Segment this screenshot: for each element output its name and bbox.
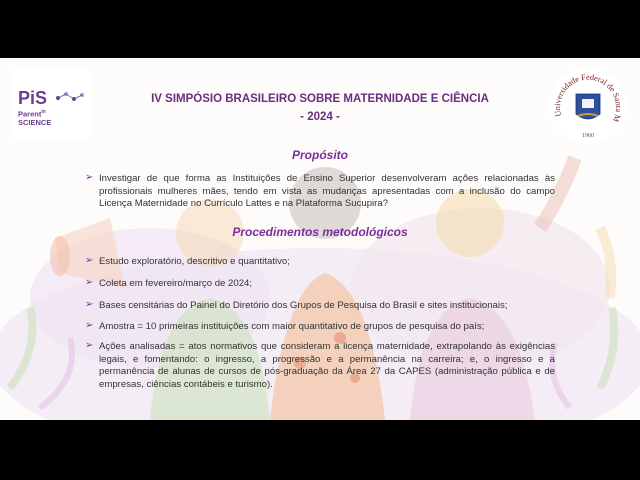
arrow-bullet-icon: ➢ [85,172,94,183]
slide [0,58,640,420]
list-item [85,341,555,391]
section-heading-proposito: Propósito [292,148,348,162]
list-item [85,173,555,211]
ufsm-seal-icon [548,66,628,146]
arrow-bullet-icon: ➢ [85,299,94,310]
ufsm-logo [548,66,628,146]
logo-in-text: in [41,109,46,115]
ufsm-name: Universidade Federal de Santa M [552,72,624,124]
section-heading-procedimentos: Procedimentos metodológicos [232,225,408,239]
title-line-2: - 2024 - [300,111,340,123]
logo-parent-text: Parent [18,109,42,119]
arrow-bullet-icon: ➢ [85,277,94,288]
list-item [85,300,555,313]
list-item [85,256,555,269]
network-dots-icon [54,90,86,104]
ufsm-year: 1960 [582,133,594,139]
logo-pis-text: PiS [18,88,48,108]
logo-science-text: SCIENCE [18,117,52,127]
procedimento-text: Ações analisadas = atos normativos que consideram a licença maternidade, extrapolando às exigências legais, e fomentando: o ingresso, a progressão e a permanência na carreira; e, o ingresso e a permanência de alunas de cursos de pós-graduação da Área 27 da CAPES (administração pública e de empresas, ciências contábeis e turismo). [99,341,555,390]
arrow-bullet-icon: ➢ [85,320,94,331]
procedimento-text: Bases censitárias do Painel do Diretório dos Grupos de Pesquisa do Brasil e sites institucionais; [99,300,508,311]
title-line-1: IV SIMPÓSIO BRASILEIRO SOBRE MATERNIDADE E CIÊNCIA [151,93,489,105]
procedimento-text: Coleta em fevereiro/março de 2024; [99,278,253,289]
arrow-bullet-icon: ➢ [85,340,94,351]
arrow-bullet-icon: ➢ [85,255,94,266]
list-item [85,278,555,291]
procedimento-text: Amostra = 10 primeiras instituições com maior quantitativo de grupos de pesquisa do país; [99,321,485,332]
list-item [85,321,555,334]
procedimento-text: Estudo exploratório, descritivo e quantitativo; [99,256,290,267]
parent-in-science-logo [12,68,90,140]
page-title [100,90,540,126]
proposito-text: Investigar de que forma as Instituições de Ensino Superior desenvolveram ações relacionadas às profissionais mulheres mães, tendo em vista as mudanças apresentadas com a inclusão do campo Licença Maternidade no Currículo Lattes e na Plataforma Sucupira? [99,173,555,209]
